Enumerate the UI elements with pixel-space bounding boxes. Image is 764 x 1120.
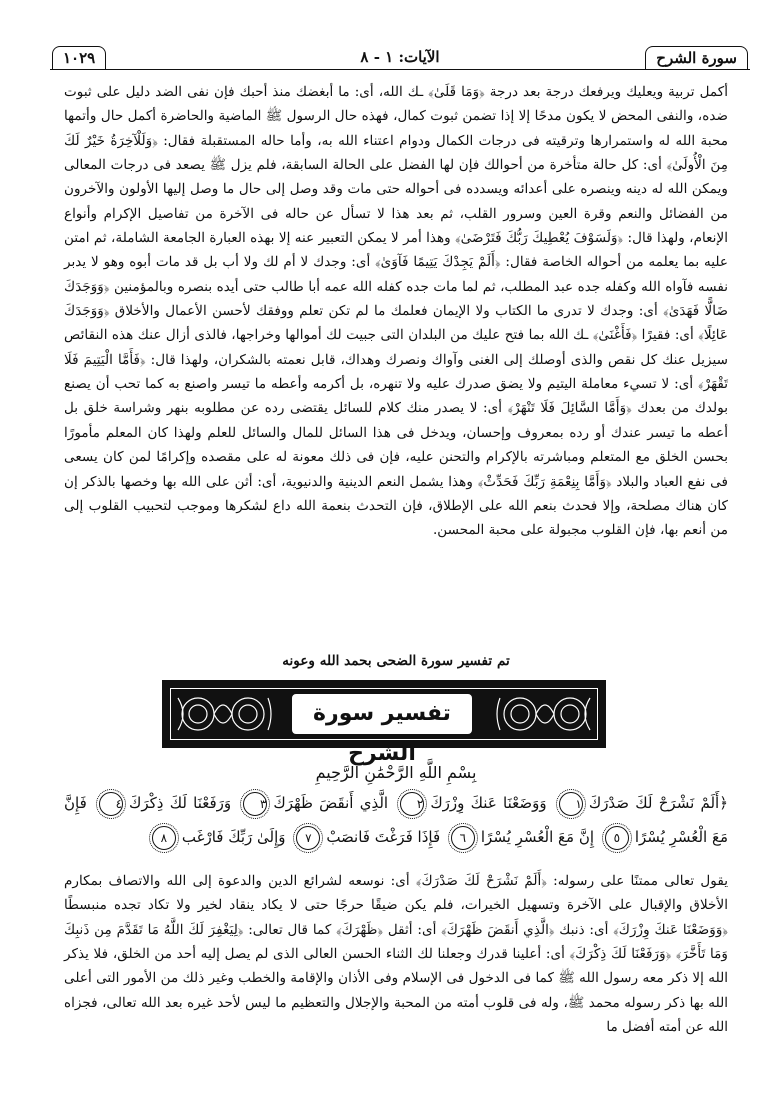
paragraph: أكمل تربية ويعليك ويرفعك درجة بعد درجة ﴿وَمَا قَلَىٰ﴾ ـك الله، أى: ما أبغضك منذ أحبك فإن نفى الضد دليل على ثبوت ضده، والنفى المحض لا يكون مدحًا إلا إذا تضمن ثبوت كمال، فهذه حال الرسول ﷺ الماضية والحاضرة أكمل حال وأتمها محبة الله له واستمرارها وترقيته فى درجات الكمال ودوام اعتناء الله به، وأما حاله المستقبلة فقال: ﴿وَلَلْآخِرَةُ خَيْرٌ لَكَ مِنَ الْأُولَىٰ﴾ أى: كل حالة متأخرة من أحوالك فإن لها الفضل على الحالة السابقة، فلم يزل ﷺ يصعد فى درجات المعالى ويمكن الله له دينه وينصره على أعدائه ويسدده فى أحواله حتى مات وقد وصل إلى حال ما وصل إليها الأولون والآخرون من الفضائل والنعم وقرة العين وسرور القلب، ثم بعد هذا لا تسأل عن حاله فى الآخرة من تفاصيل الإكرام وأنواع الإنعام، ولهذا قال: ﴿وَلَسَوْفَ يُعْطِيكَ رَبُّكَ فَتَرْضَىٰ﴾ وهذا أمر لا يمكن التعبير عنه إلا بهذه العبارة الجامعة الشاملة، ثم امتن عليه بما يعلمه من أحواله الخاصة فقال: ﴿أَلَمْ يَجِدْكَ يَتِيمًا فَآوَىٰ﴾ أى: وجدك لا أم لك ولا أب بل قد مات أبوه وهو لا يدبر نفسه فآواه الله وكفله جده عبد المطلب، ثم لما مات جده كفله الله عمه أبا طالب حتى أيده بنصره وبالمؤمنين ﴿وَوَجَدَكَ ضَالًّا فَهَدَىٰ﴾ أى: وجدك لا تدرى ما الكتاب ولا الإيمان فعلمك ما لم تكن تعلم ووفقك لأحسن الأعمال والأخلاق ﴿وَوَجَدَكَ عَائِلًا﴾ أى: فقيرًا ﴿فَأَغْنَىٰ﴾ ـك الله بما فتح عليك من البلدان التى جبيت لك أموالها وخراجها، فالذى أزال عنك هذه النقائص سيزيل عنك كل نقص والذى أوصلك إلى الغنى وآواك ونصرك وهداك، قابل نعمته بالشكران، ولهذا قال: ﴿فَأَمَّا الْيَتِيمَ فَلَا تَقْهَرْ﴾ أى: لا تسيء معاملة اليتيم ولا يضق صدرك عليه ولا تنهره، بل أكرمه وأعطه ما تيسر واصنع به كما تحب أن يصنع بولدك من بعدك ﴿وَأَمَّا السَّائِلَ فَلَا تَنْهَرْ﴾ أى: لا يصدر منك كلام للسائل يقتضى رده عن مطلوبه بنهر وشراسة خلق بل أعطه ما تيسر عندك أو رده بمعروف وإحسان، ويدخل فى هذا السائل للمال والسائل للعلم ولهذا كان المعلم مأمورًا بحسن الخلق مع المتعلم ومباشرته بالإكرام والتحنن عليه، فإن فى ذلك معونة له على مقصده وإكرامًا لمن كان يسعى فى نفع العباد والبلاد ﴿وَأَمَّا بِنِعْمَةِ رَبِّكَ فَحَدِّثْ﴾ وهذا يشمل النعم الدينية والدنيوية، أى: أثن على الله بها وخصها بالذكر إن كان هناك مصلحة، وإلا فحدث بنعم الله على الإطلاق، فإن التحدث بنعمة الله داع لشكرها وموجب لتحبيب القلوب إلى من أنعم بها، فإن القلوب مجبولة على محبة المحسن.: [64, 84, 729, 539]
verse: وَإِلَىٰ رَبِّكَ فَارْغَب٨: [146, 828, 286, 846]
surah-name: سورة الشرح: [645, 46, 748, 69]
verses-line-2: [64, 820, 728, 854]
paragraph: يقول تعالى ممتنًا على رسوله: ﴿أَلَمْ نَشْرَحْ لَكَ صَدْرَكَ﴾ أى: نوسعه لشرائع الدين والدعوة إلى الله والاتصاف بمكارم الأخلاق والإقبال على الآخرة وتسهيل الخيرات، فلم يكن ضيقًا حرجًا حتى لا يكاد ينقاد لخير ولا تكاد تجده منبسطًا ﴿وَوَضَعْنَا عَنكَ وِزْرَكَ﴾ أى: ذنبك ﴿الَّذِي أَنقَضَ ظَهْرَكَ﴾ أى: أثقل ﴿ظَهْرَكَ﴾ كما قال تعالى: ﴿لِيَغْفِرَ لَكَ اللَّهُ مَا تَقَدَّمَ مِن ذَنبِكَ وَمَا تَأَخَّرَ﴾ ﴿وَرَفَعْنَا لَكَ ذِكْرَكَ﴾ أى: أعلينا قدرك وجعلنا لك الثناء الحسن العالى الذى لم يصل إليه أحد من الخلق، فلا يذكر الله إلا ذكر معه رسول الله ﷺ كما فى الدخول فى الإسلام وفى الأذان والإقامة والخطب وغير ذلك من الأمور التى أعلى الله بها ذكر رسوله محمد ﷺ، وله فى قلوب أمته من المحبة والإجلال والتعظيم ما ليس لأحد غيره بعد الله تعالى، فجزاه الله عن أمته أفضل ما: [64, 873, 728, 1036]
verse-number-marker: ٤: [99, 792, 123, 816]
verse-number-marker: ٨: [152, 826, 176, 850]
verse: فَإِذَا فَرَغْتَ فَانصَبْ٧: [290, 828, 440, 846]
verse-number-marker: ٣: [243, 792, 267, 816]
duha-tafsir-text: [64, 80, 728, 543]
verses-line-1: [64, 786, 728, 820]
page-number: ١٠٢٩: [52, 46, 106, 69]
basmala: بِسْمِ اللَّهِ الرَّحْمَٰنِ الرَّحِيمِ: [315, 763, 477, 782]
closing-line: تم تفسير سورة الضحى بحمد الله وعونه: [282, 653, 510, 669]
verse: فَإِنَّ: [64, 794, 87, 812]
ornate-title-frame: [162, 680, 606, 766]
verse: وَرَفَعْنَا لَكَ ذِكْرَكَ٤: [93, 794, 231, 812]
verse: إِنَّ مَعَ الْعُسْرِ يُسْرًا٦: [445, 828, 594, 846]
section-title: تفسير سورة الشرح: [290, 692, 474, 736]
sharh-tafsir-text: [64, 869, 728, 1039]
verse-number-marker: ٦: [451, 826, 475, 850]
ayat-range: الآيات: ١ - ٨: [360, 48, 440, 66]
verse-number-marker: ٥: [605, 826, 629, 850]
header-rule: [50, 69, 750, 70]
verse-number-marker: ٧: [296, 826, 320, 850]
verse-number-marker: ١: [559, 792, 583, 816]
verse-number-marker: ٢: [400, 792, 424, 816]
verse: ﴿أَلَمْ نَشْرَحْ لَكَ صَدْرَكَ١: [553, 794, 728, 812]
verse: الَّذِي أَنقَضَ ظَهْرَكَ٣: [237, 794, 388, 812]
page-header: [50, 44, 750, 70]
verse: وَوَضَعْنَا عَنكَ وِزْرَكَ٢: [394, 794, 546, 812]
verse: مَعَ الْعُسْرِ يُسْرًا٥: [599, 828, 728, 846]
